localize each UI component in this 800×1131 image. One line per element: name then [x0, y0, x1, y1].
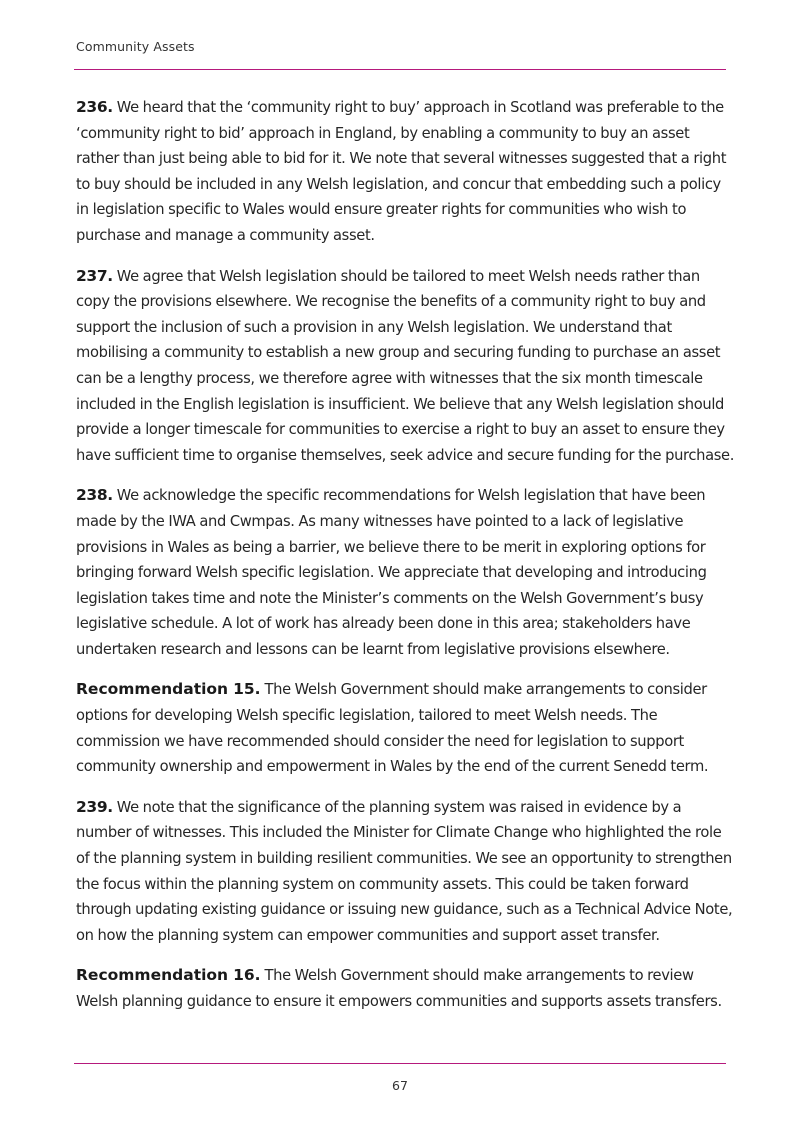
header-divider: [74, 69, 726, 70]
paragraph-236: [76, 95, 736, 249]
paragraph-number: 236.: [76, 98, 113, 116]
paragraph-text: We agree that Welsh legislation should be tailored to meet Welsh needs rather than copy the provisions elsewhere. We recognise the benefits of a community right to buy and support the inclusion of such a provision in any Welsh legislation. We understand that mobilising a community to establish a new group and securing funding to purchase an asset can be a lengthy process, we therefore agree with witnesses that the six month timescale included in the English legislation is insufficient. We believe that any Welsh legislation should provide a longer timescale for communities to exercise a right to buy an asset to ensure they have sufficient time to organise themselves, seek advice and secure funding for the purchase.: [76, 267, 735, 464]
running-header: Community Assets: [76, 39, 195, 54]
paragraph-text: We acknowledge the specific recommendations for Welsh legislation that have been made by the IWA and Cwmpas. As many witnesses have pointed to a lack of legislative provisions in Wales as being a barrier, we believe there to be merit in exploring options for bringing forward Welsh specific legislation. We appreciate that developing and introducing legislation takes time and note the Minister’s comments on the Welsh Government’s busy legislative schedule. A lot of work has already been done in this area; stakeholders have undertaken research and lessons can be learnt from legislative provisions elsewhere.: [76, 487, 707, 658]
recommendation-16: [76, 963, 736, 1014]
recommendation-15: [76, 677, 736, 779]
paragraph-238: [76, 483, 736, 662]
recommendation-label: Recommendation 16.: [76, 966, 261, 985]
recommendation-text: The Welsh Government should make arrangements to review Welsh planning guidance to ensure it empowers communities and supports assets transfers.: [76, 967, 722, 1010]
recommendation-label: Recommendation 15.: [76, 680, 261, 699]
page-number: 67: [392, 1078, 408, 1093]
paragraph-239: [76, 795, 736, 949]
paragraph-text: We heard that the ‘community right to buy’ approach in Scotland was preferable to the ‘community right to bid’ approach in England, by enabling a community to buy an asset rather than just being able to bid for it. We note that several witnesses suggested that a right to buy should be included in any Welsh legislation, and concur that embedding such a policy in legislation specific to Wales would ensure greater rights for communities who wish to purchase and manage a community asset.: [76, 99, 727, 244]
paragraph-number: 239.: [76, 797, 113, 816]
paragraph-237: [76, 264, 736, 469]
recommendation-text: The Welsh Government should make arrangements to consider options for developing Welsh specific legislation, tailored to meet Welsh needs. The commission we have recommended should consider the need for legislation to support community ownership and empowerment in Wales by the end of the current Senedd term.: [76, 681, 709, 776]
paragraph-number: 238.: [76, 486, 113, 505]
paragraph-number: 237.: [76, 266, 113, 285]
paragraph-text: We note that the significance of the planning system was raised in evidence by a number of witnesses. This included the Minister for Climate Change who highlighted the role of the planning system in building resilient communities. We see an opportunity to strengthen the focus within the planning system on community assets. This could be taken forward through updating existing guidance or issuing new guidance, such as a Technical Advice Note, on how the planning system can empower communities and support asset transfer.: [76, 798, 733, 944]
document-body: [76, 95, 736, 1030]
footer-divider: [74, 1063, 726, 1064]
